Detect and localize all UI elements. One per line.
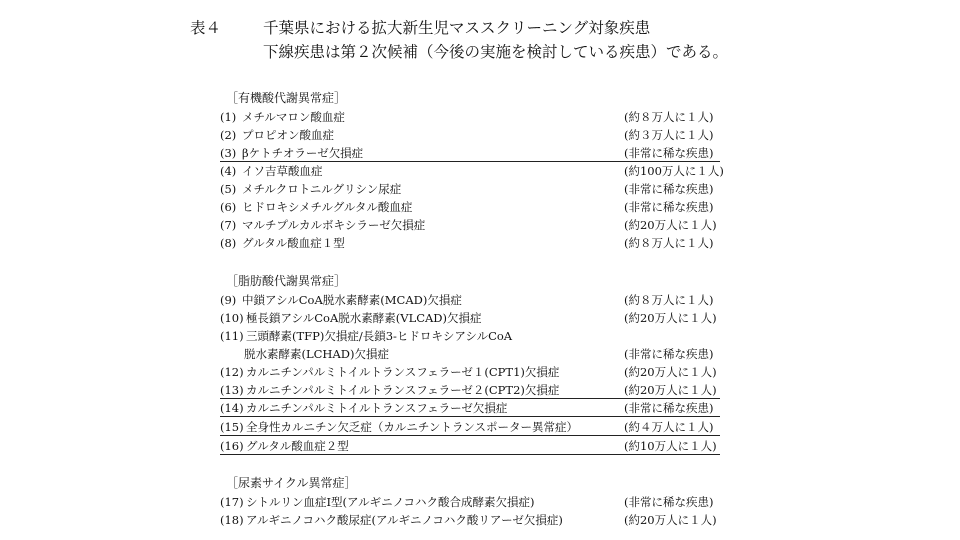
disease-number: (18) [220,513,244,527]
section-title-urea-cycle: ［尿素サイクル異常症］ [226,476,357,490]
disease-name: カルニチンパルミトイルトランスフェラーゼ１(CPT1)欠損症 [246,365,560,379]
disease-name: 三頭酵素(TFP)欠損症/長鎖3-ヒドロキシアシルCoA [246,329,513,343]
disease-frequency: (約20万人に１人) [624,383,717,397]
disease-number: (16) [220,439,244,453]
disease-number: (12) [220,365,244,379]
disease-name: メチルクロトニルグリシン尿症 [242,182,402,196]
disease-frequency: (非常に稀な疾患) [624,200,714,214]
disease-row [220,493,720,511]
disease-number: (13) [220,383,244,397]
disease-row-underlined [220,144,720,162]
disease-row [220,511,720,529]
disease-number: (8) [220,236,237,250]
disease-name: メチルマロン酸血症 [242,110,345,124]
disease-name: グルタル酸血症２型 [246,439,349,453]
disease-frequency: (非常に稀な疾患) [624,401,714,415]
disease-frequency: (約８万人に１人) [624,293,714,307]
table-title: 千葉県における拡大新生児マススクリーニング対象疾患 [263,19,651,37]
disease-row [220,198,720,216]
disease-number: (15) [220,420,244,434]
disease-number: (6) [220,200,237,214]
disease-frequency: (約10万人に１人) [624,439,717,453]
disease-number: (14) [220,401,244,415]
disease-frequency: (約20万人に１人) [624,513,717,527]
disease-frequency: (約20万人に１人) [624,365,717,379]
disease-number: (2) [220,128,237,142]
disease-row [220,162,724,180]
disease-frequency: (約20万人に１人) [624,218,717,232]
disease-name: カルニチンパルミトイルトランスフェラーゼ欠損症 [246,401,508,415]
disease-row [220,291,720,309]
disease-row-continuation [220,345,720,363]
disease-frequency: (非常に稀な疾患) [624,146,714,160]
disease-row-underlined [220,437,720,455]
disease-row-underlined [220,418,720,436]
disease-number: (3) [220,146,237,160]
disease-number: (9) [220,293,237,307]
disease-row-underlined [220,399,720,417]
disease-name: マルチプルカルボキシラーゼ欠損症 [242,218,426,232]
disease-number: (11) [220,329,244,343]
disease-number: (1) [220,110,237,124]
disease-frequency: (約４万人に１人) [624,420,714,434]
disease-row [220,126,720,144]
disease-frequency: (非常に稀な疾患) [624,495,714,509]
disease-name: アルギニノコハク酸尿症(アルギニノコハク酸リアーゼ欠損症) [246,513,563,527]
disease-frequency: (約８万人に１人) [624,236,714,250]
disease-frequency: (約20万人に１人) [624,311,717,325]
disease-frequency: (非常に稀な疾患) [624,347,714,361]
disease-frequency: (約３万人に１人) [624,128,714,142]
table-label: 表４ [190,19,222,37]
disease-name: カルニチンパルミトイルトランスフェラーゼ２(CPT2)欠損症 [246,383,560,397]
disease-name: グルタル酸血症１型 [242,236,345,250]
disease-number: (17) [220,495,244,509]
disease-row [220,216,720,234]
disease-name: 極長鎖アシルCoA脱水素酵素(VLCAD)欠損症 [246,311,482,325]
disease-name: 脱水素酵素(LCHAD)欠損症 [244,347,389,361]
disease-frequency: (非常に稀な疾患) [624,182,714,196]
disease-row-underlined [220,381,720,399]
disease-name: イソ吉草酸血症 [242,164,323,178]
disease-row [220,309,720,327]
disease-name: シトルリン血症Ⅰ型(アルギニノコハク酸合成酵素欠損症) [246,495,535,509]
disease-name: 中鎖アシルCoA脱水素酵素(MCAD)欠損症 [242,293,462,307]
disease-number: (5) [220,182,237,196]
disease-row [220,327,720,345]
section-title-organic-acid: ［有機酸代謝異常症］ [226,91,347,105]
disease-number: (7) [220,218,237,232]
section-title-fatty-acid: ［脂肪酸代謝異常症］ [226,274,347,288]
disease-frequency: (約８万人に１人) [624,110,714,124]
disease-row [220,234,720,252]
disease-name: ヒドロキシメチルグルタル酸血症 [242,200,413,214]
disease-name: プロピオン酸血症 [242,128,334,142]
disease-row [220,180,720,198]
table-note: 下線疾患は第２次候補（今後の実施を検討している疾患）である。 [263,43,729,61]
disease-number: (4) [220,164,237,178]
disease-row [220,108,720,126]
disease-frequency: (約100万人に１人) [624,164,724,178]
disease-name: βケトチオラーゼ欠損症 [242,146,364,160]
disease-number: (10) [220,311,244,325]
disease-row [220,363,720,381]
disease-name: 全身性カルニチン欠乏症（カルニチントランスポーター異常症） [246,420,579,434]
